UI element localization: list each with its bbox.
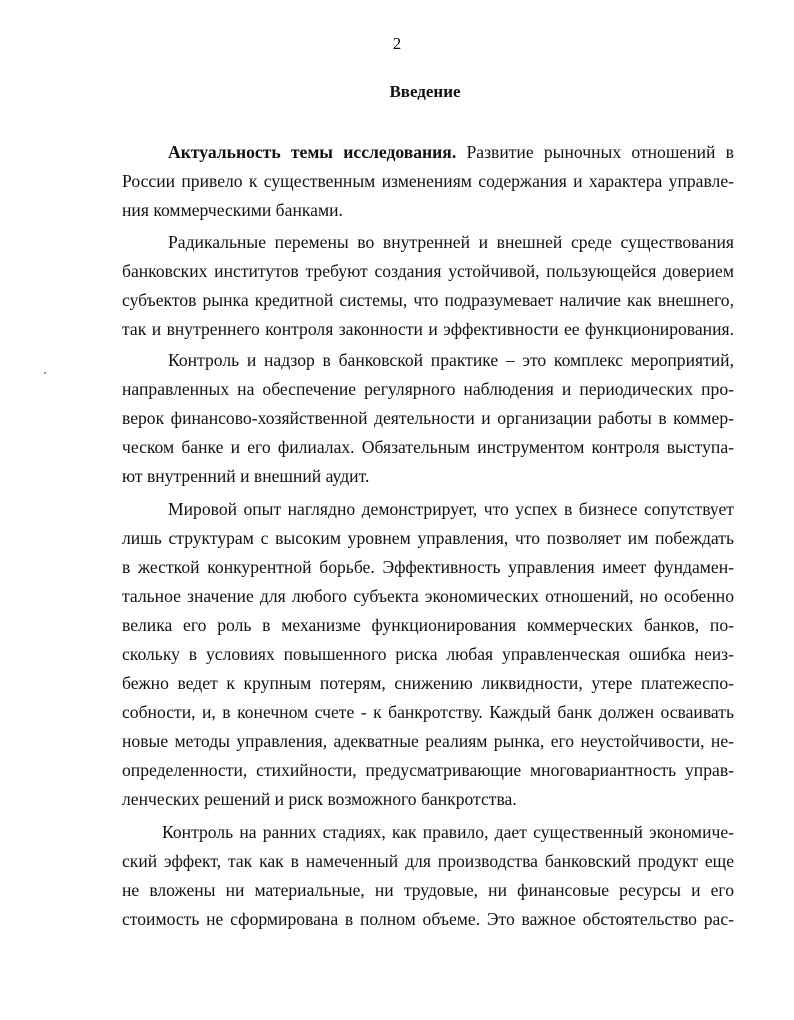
paragraph-2-line-4: так и внутреннего контроля законности и эффективности ее функционирования.	[122, 319, 734, 339]
margin-dot	[44, 372, 46, 374]
page-title: Введение	[389, 82, 461, 101]
paragraph-1-line-3: ния коммерческими банками.	[122, 200, 343, 220]
paragraph-4-line-6: скольку в условиях повышенного риска любая управленческая ошибка неиз-	[122, 644, 734, 664]
paragraph-1-line-2: России привело к существенным изменениям содержания и характера управле-	[122, 171, 734, 191]
paragraph-2-line-1: Радикальные перемены во внутренней и внешней среде существования	[168, 232, 734, 252]
paragraph-5-line-1: Контроль на ранних стадиях, как правило, дает существенный экономиче-	[162, 822, 734, 842]
paragraph-3-line-1: Контроль и надзор в банковской практике – это комплекс мероприятий,	[168, 350, 734, 370]
paragraph-3-line-5: ют внутренний и внешний аудит.	[122, 466, 370, 486]
paragraph-4-line-3: в жесткой конкурентной борьбе. Эффективность управления имеет фундамен-	[122, 557, 734, 577]
paragraph-4-line-11: ленческих решений и риск возможного банкротства.	[122, 789, 517, 809]
paragraph-4-line-7: бежно ведет к крупным потерям, снижению ликвидности, утере платежеспо-	[122, 673, 734, 693]
paragraph-3-line-3: верок финансово-хозяйственной деятельности и организации работы в коммер-	[122, 408, 734, 428]
paragraph-4-line-1: Мировой опыт наглядно демонстрирует, что успех в бизнесе сопутствует	[168, 499, 734, 519]
paragraph-2-line-2: банковских институтов требуют создания устойчивой, пользующейся доверием	[122, 261, 734, 281]
page-number: 2	[392, 34, 402, 53]
paragraph-4-line-10: определенности, стихийности, предусматривающие многовариантность управ-	[122, 760, 734, 780]
paragraph-3-line-2: направленных на обеспечение регулярного наблюдения и периодических про-	[122, 379, 734, 399]
paragraph-2-line-3: субъектов рынка кредитной системы, что подразумевает наличие как внешнего,	[122, 290, 734, 310]
paragraph-4-line-8: собности, и, в конечном счете - к банкротству. Каждый банк должен осваивать	[122, 702, 734, 722]
paragraph-4-line-4: тальное значение для любого субъекта экономических отношений, но особенно	[122, 586, 734, 606]
paragraph-5-line-3: не вложены ни материальные, ни трудовые, ни финансовые ресурсы и его	[122, 880, 734, 900]
paragraph-4-line-5: велика его роль в механизме функционирования коммерческих банков, по-	[122, 615, 734, 635]
paragraph-1-line-1	[168, 139, 734, 165]
paragraph-3-line-4: ческом банке и его филиалах. Обязательным инструментом контроля выступа-	[122, 437, 734, 457]
paragraph-4-line-2: лишь структурам с высоким уровнем управления, что позволяет им побеждать	[122, 528, 734, 548]
paragraph-4-line-9: новые методы управления, адекватные реалиям рынка, его неустойчивости, не-	[122, 731, 734, 751]
paragraph-1-lead: Актуальность темы исследования.	[168, 142, 457, 162]
paragraph-1-line-1-text: Развитие рыночных отношений в	[456, 142, 734, 162]
paragraph-5-line-2: ский эффект, так как в намеченный для производства банковский продукт еще	[122, 851, 734, 871]
paragraph-5-line-4: стоимость не сформирована в полном объеме. Это важное обстоятельство рас-	[122, 909, 734, 929]
